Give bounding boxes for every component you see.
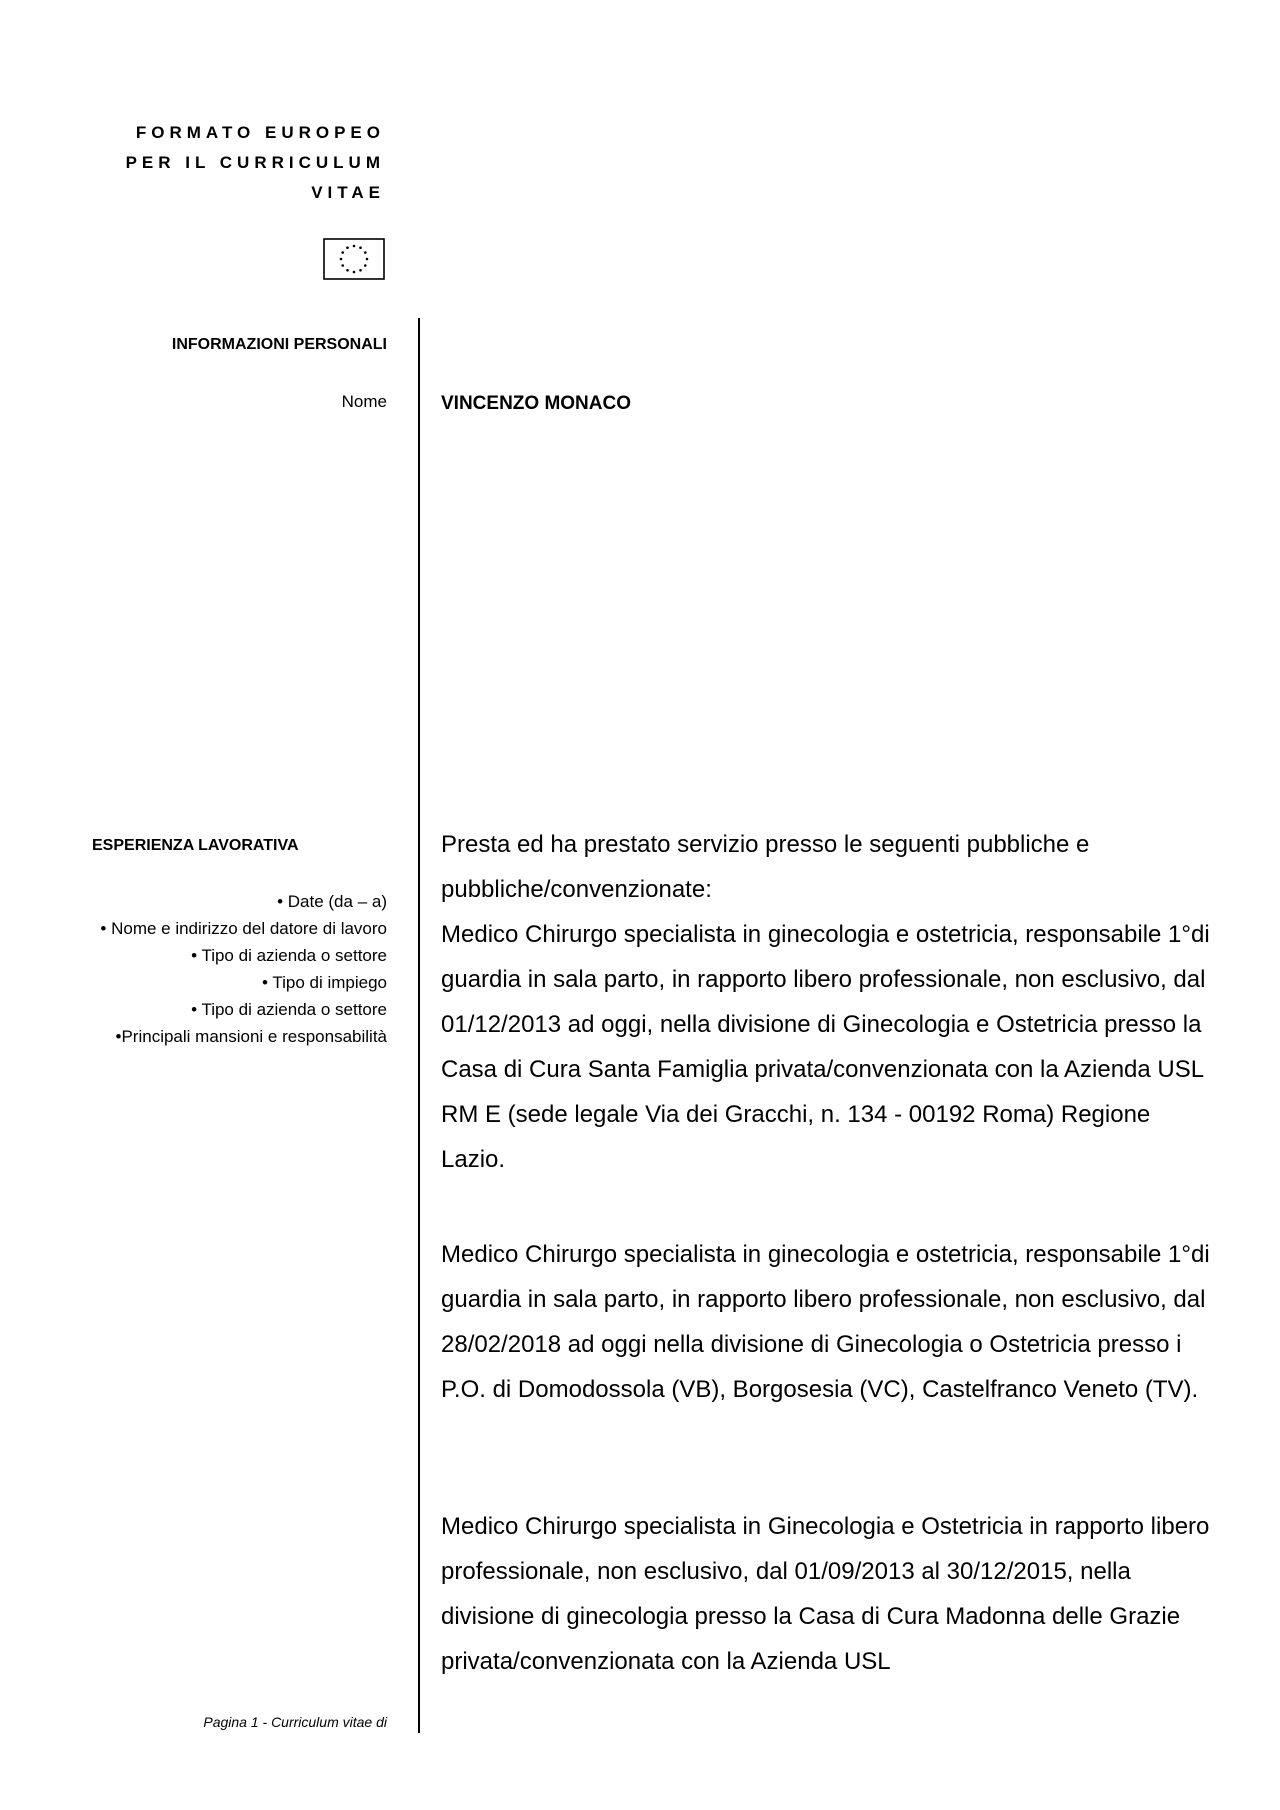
name-label: Nome: [341, 392, 387, 411]
field-employment-type: • Tipo di impiego: [261, 973, 387, 992]
title-line-1: FORMATO EUROPEO: [135, 123, 385, 142]
field-company-type: • Tipo di azienda o settore: [191, 946, 387, 965]
page-footer: Pagina 1 - Curriculum vitae di: [203, 1714, 387, 1730]
eu-flag-icon: [323, 238, 385, 280]
field-company-type-2: • Tipo di azienda o settore: [191, 1000, 387, 1019]
field-responsibilities: •Principali mansioni e responsabilità: [115, 1027, 387, 1046]
work-entry-2: Medico Chirurgo specialista in ginecologia e ostetricia, responsabile 1°di guardia in sala parto, in rapporto libero professionale, non esclusivo, dal 28/02/2018 ad oggi nella divisione di Ginecologia o Ostetricia presso i P.O. di Domodossola (VB), Borgosesia (VC), Castelfranco Veneto (TV).: [441, 1241, 1210, 1403]
work-intro: Presta ed ha prestato servizio presso le seguenti pubbliche e pubbliche/convenzionate:: [441, 831, 1090, 903]
work-experience-fields: [47, 888, 387, 1050]
title-line-3: VITAE: [311, 183, 385, 202]
work-entry-3: Medico Chirurgo specialista in Ginecologia e Ostetricia in rapporto libero professionale, non esclusivo, dal 01/09/2013 al 30/12/2015, nella divisione di ginecologia presso la Casa di Cura Madonna delle Grazie privata/convenzionata con la Azienda USL: [441, 1513, 1210, 1675]
title-line-2: PER IL CURRICULUM: [125, 153, 385, 172]
work-experience-heading: ESPERIENZA LAVORATIVA: [92, 837, 299, 854]
field-employer: • Nome e indirizzo del datore di lavoro: [100, 919, 387, 938]
name-value: VINCENZO MONACO: [441, 393, 631, 414]
field-dates: • Date (da – a): [277, 892, 387, 911]
personal-info-heading: INFORMAZIONI PERSONALI: [171, 336, 387, 353]
column-divider: [418, 318, 420, 1733]
cv-format-title: [126, 118, 385, 208]
work-entry-1: Medico Chirurgo specialista in ginecologia e ostetricia, responsabile 1°di guardia in sala parto, in rapporto libero professionale, non esclusivo, dal 01/12/2013 ad oggi, nella divisione di Ginecologia e Ostetricia presso la Casa di Cura Santa Famiglia privata/convenzionata con la Azienda USL RM E (sede legale Via dei Gracchi, n. 134 - 00192 Roma) Regione Lazio.: [441, 921, 1210, 1173]
